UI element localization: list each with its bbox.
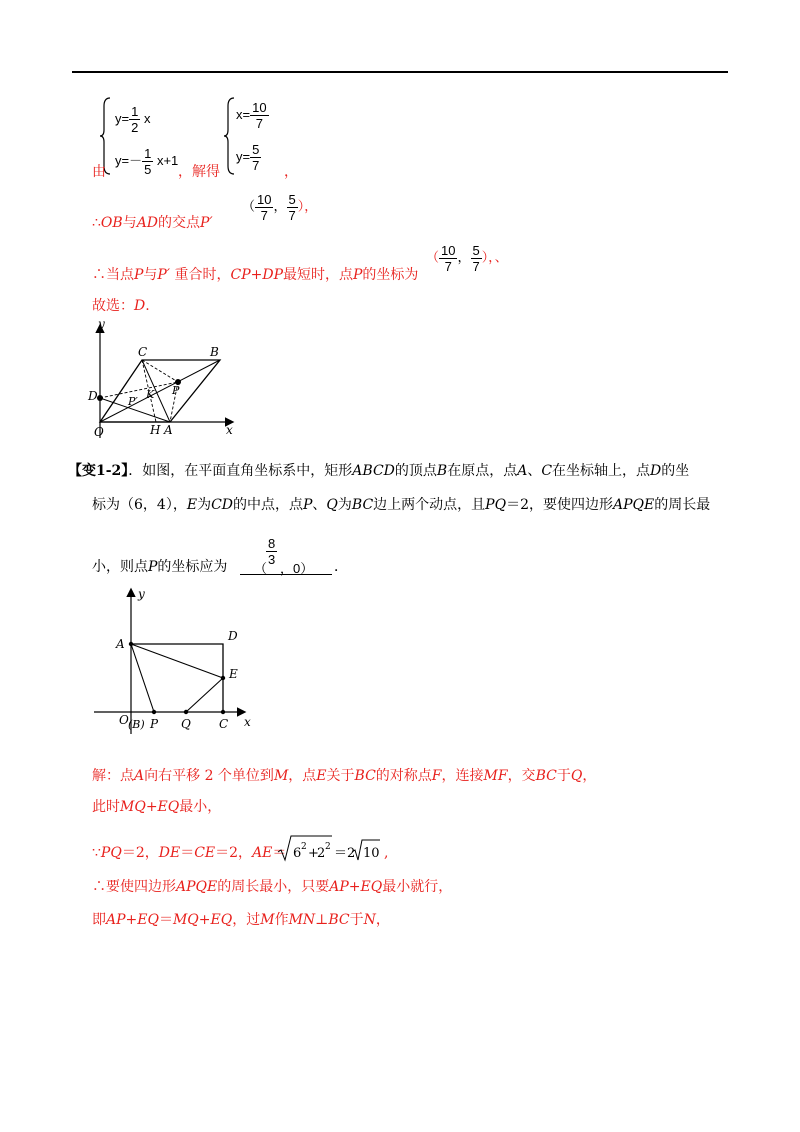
text: ＝ — [158, 912, 173, 928]
fig2-label: C — [219, 717, 229, 731]
numerator: 5 — [472, 243, 480, 258]
text: 于 — [349, 912, 364, 928]
text: BC — [351, 497, 374, 513]
sqrt-base: 6 — [293, 846, 302, 861]
fig2-label: y — [138, 587, 145, 601]
text: 为 — [197, 497, 212, 513]
text: F — [431, 768, 442, 784]
text: D — [134, 298, 146, 314]
text: 故选： — [92, 298, 134, 314]
text: ，交 — [507, 768, 536, 784]
text: 的周长最小，只要 — [217, 879, 330, 895]
text: 在原点，点 — [447, 463, 518, 479]
text: ＝ — [180, 845, 195, 861]
sqrt-expression — [276, 832, 388, 864]
segment-eq — [186, 678, 223, 712]
numerator: 8 — [268, 536, 276, 551]
solution-line2 — [92, 798, 221, 816]
text: AE — [252, 845, 273, 861]
figure1-parallelogram — [86, 318, 246, 442]
text: ，连接 — [441, 768, 484, 784]
text: 作 — [274, 912, 289, 928]
sqrt-eq: ＝2 — [334, 846, 356, 861]
system2-eq2 — [236, 142, 261, 173]
text: 为 — [337, 497, 352, 513]
text: E — [316, 768, 327, 784]
fig2-label: P — [150, 717, 159, 731]
text: AD — [136, 215, 159, 231]
line2 — [92, 214, 213, 232]
text: （ — [254, 561, 268, 576]
problem-line1 — [68, 462, 689, 480]
text: 此时 — [92, 799, 120, 815]
point-q — [184, 710, 188, 714]
text: PQ — [485, 497, 507, 513]
line3 — [92, 266, 418, 284]
text: D — [650, 463, 662, 479]
sqrt-plus: + — [308, 846, 319, 861]
line1-prefix: 由 — [92, 164, 106, 180]
text: 在坐标轴上，点 — [552, 463, 651, 479]
numerator: 5 — [288, 192, 296, 207]
numerator: 5 — [252, 142, 260, 157]
text: ＝2，要使四边形 — [506, 497, 613, 513]
numerator: 10 — [441, 243, 456, 258]
text: MN — [288, 912, 316, 928]
text: 于 — [556, 768, 571, 784]
fraction — [471, 243, 482, 274]
text: （ — [242, 199, 256, 215]
numerator: 1 — [131, 104, 139, 119]
text: ， — [273, 199, 287, 215]
text: ，0） — [280, 561, 314, 576]
text: 最短时，点 — [283, 267, 353, 283]
point-a — [129, 642, 133, 646]
text: ．如图，在平面直角坐标系中，矩形 — [128, 463, 353, 479]
text: Q — [326, 497, 338, 513]
text: DE — [158, 845, 181, 861]
text: B — [436, 463, 448, 479]
text: AP+EQ — [329, 879, 383, 895]
header-rule — [72, 71, 728, 73]
text: ），、 — [481, 250, 508, 266]
eq-text: y=－ — [115, 152, 143, 168]
text: 即 — [92, 912, 106, 928]
text: MF — [483, 768, 508, 784]
system2-eq1 — [236, 100, 269, 131]
numerator: 10 — [257, 192, 272, 207]
text: MQ+EQ — [172, 912, 233, 928]
text: Q — [570, 768, 583, 784]
text: 的中点，点 — [233, 497, 303, 513]
system1-eq2 — [115, 146, 178, 177]
text: P — [303, 497, 313, 513]
fig2-label: O — [119, 713, 129, 727]
fraction — [266, 536, 277, 567]
fraction — [255, 192, 273, 223]
numerator: 1 — [144, 146, 152, 161]
fig2-label: E — [229, 667, 238, 681]
problem-line3 — [92, 558, 227, 576]
denominator: 7 — [255, 116, 263, 131]
eq-text: x+1 — [156, 152, 179, 168]
sqrt-exp: 2 — [301, 842, 307, 852]
text: N — [363, 912, 376, 928]
fig2-label: Q — [181, 717, 191, 731]
fig1-label: K — [146, 388, 155, 401]
numerator: 10 — [252, 100, 267, 115]
point-c — [221, 710, 225, 714]
point-d — [97, 395, 103, 401]
fig1-label: O — [94, 425, 104, 439]
text: 的坐标为 — [362, 267, 419, 283]
text: 的交点 — [158, 215, 201, 231]
text: ，点 — [288, 768, 317, 784]
line2-coords — [242, 192, 317, 223]
text: ∴要使四边形 — [92, 879, 176, 895]
line3-coords — [426, 243, 508, 274]
fig1-label: P — [172, 384, 180, 397]
text: C — [541, 463, 553, 479]
text: 、 — [527, 463, 542, 479]
text: CE — [194, 845, 216, 861]
text: BC — [354, 768, 376, 784]
segment-ae — [131, 644, 223, 678]
solution-line3-end: , — [384, 845, 389, 861]
text: E — [186, 497, 198, 513]
text: A — [517, 463, 528, 479]
text: OB — [100, 215, 123, 231]
text: ＝2， — [215, 845, 253, 861]
sqrt-exp: 2 — [325, 842, 331, 852]
fig1-label: A — [164, 423, 173, 437]
fraction — [250, 142, 261, 173]
text: 的周长最 — [654, 497, 711, 513]
solution-line1 — [92, 767, 596, 785]
text: 向右平移 2 个单位到 — [144, 768, 274, 784]
problem-tag: 【变1-2】 — [68, 463, 129, 479]
line4 — [92, 297, 150, 315]
text: ⊥ — [315, 912, 329, 928]
text: ， — [582, 768, 597, 784]
text: 关于 — [326, 768, 355, 784]
text: P′ — [157, 267, 171, 283]
fig2-label: D — [228, 629, 238, 643]
text: P — [148, 559, 158, 575]
text: MQ+EQ — [120, 799, 180, 815]
sqrt-ten: 10 — [363, 846, 380, 861]
fig2-label: A — [116, 637, 125, 651]
rectangle-top-right — [131, 644, 223, 712]
line1-end: ， — [284, 164, 298, 180]
denominator: 7 — [472, 259, 480, 274]
sqrt-base: 2 — [317, 846, 326, 861]
fig1-label: P′ — [128, 395, 138, 408]
text: P — [353, 267, 363, 283]
problem-line2 — [92, 496, 710, 514]
fig2-label: x — [244, 715, 251, 729]
dashed-dp — [100, 382, 178, 398]
text: 与 — [143, 267, 158, 283]
text: 的坐 — [661, 463, 690, 479]
text: 、 — [312, 497, 327, 513]
text: ， — [457, 250, 471, 266]
fraction — [250, 100, 268, 131]
point-p — [152, 710, 156, 714]
system1-eq1 — [115, 104, 150, 135]
text: APQE — [176, 879, 218, 895]
text: M — [260, 912, 275, 928]
text: ＝ — [272, 845, 287, 861]
solution-line4 — [92, 878, 452, 896]
text: CD — [211, 497, 233, 513]
text: 最小就行， — [382, 879, 453, 895]
problem-line3-end: ． — [334, 559, 348, 575]
fig1-label: H — [150, 423, 161, 437]
denominator: 3 — [268, 552, 276, 567]
segment-ap — [131, 644, 154, 712]
text: ＝2， — [121, 845, 159, 861]
solution-line5 — [92, 911, 390, 929]
text: BC — [535, 768, 557, 784]
diagonal-ob — [100, 360, 220, 422]
fraction — [129, 104, 140, 135]
text: CP+DP — [230, 267, 283, 283]
text: 小，则点 — [92, 559, 148, 575]
denominator: 7 — [260, 208, 268, 223]
text: （ — [426, 250, 440, 266]
denominator: 7 — [444, 259, 452, 274]
eq-text: y= — [236, 148, 251, 164]
fig1-label: y — [98, 318, 105, 331]
denominator: 5 — [144, 162, 152, 177]
text: 的对称点 — [375, 768, 432, 784]
text: P — [134, 267, 144, 283]
fraction — [142, 146, 153, 177]
text: ABCD — [352, 463, 395, 479]
solution-line3 — [92, 844, 286, 862]
text: AP+EQ — [106, 912, 159, 928]
text: ∴当点 — [92, 267, 134, 283]
line1-suffix: ，解得 — [178, 164, 220, 180]
text: 的坐标应为 — [157, 559, 228, 575]
text: P′ — [200, 215, 213, 231]
text: ）， — [297, 199, 318, 215]
text: BC — [328, 912, 350, 928]
fraction — [439, 243, 457, 274]
text: 重合时， — [170, 267, 231, 283]
denominator: 7 — [252, 158, 260, 173]
denominator: 2 — [131, 120, 139, 135]
text: 解：点 — [92, 768, 134, 784]
denominator: 7 — [288, 208, 296, 223]
eq-text: x — [143, 110, 151, 126]
text: A — [134, 768, 145, 784]
text: PQ — [100, 845, 122, 861]
text: APQE — [613, 497, 655, 513]
text: ∴ — [92, 215, 101, 231]
text: ， — [375, 912, 390, 928]
fig2-label: (B) — [128, 718, 145, 731]
answer-blank — [240, 536, 332, 575]
point-e — [221, 676, 225, 680]
text: ∵ — [92, 845, 101, 861]
text: 与 — [122, 215, 137, 231]
eq-text: x= — [236, 106, 251, 122]
fig1-label: D — [88, 389, 98, 403]
fig1-label: B — [210, 345, 219, 359]
text: 最小， — [179, 799, 222, 815]
text: . — [145, 298, 150, 314]
text: 标为（6，4）， — [92, 497, 187, 513]
fig1-label: C — [138, 345, 148, 359]
text: 边上两个动点，且 — [373, 497, 486, 513]
text: M — [273, 768, 289, 784]
figure2-rectangle — [92, 586, 262, 742]
eq-text: y= — [115, 110, 130, 126]
fig1-label: x — [226, 423, 233, 437]
system2-brace — [224, 96, 236, 180]
text: 的顶点 — [394, 463, 437, 479]
fraction — [287, 192, 298, 223]
text: ，过 — [232, 912, 261, 928]
